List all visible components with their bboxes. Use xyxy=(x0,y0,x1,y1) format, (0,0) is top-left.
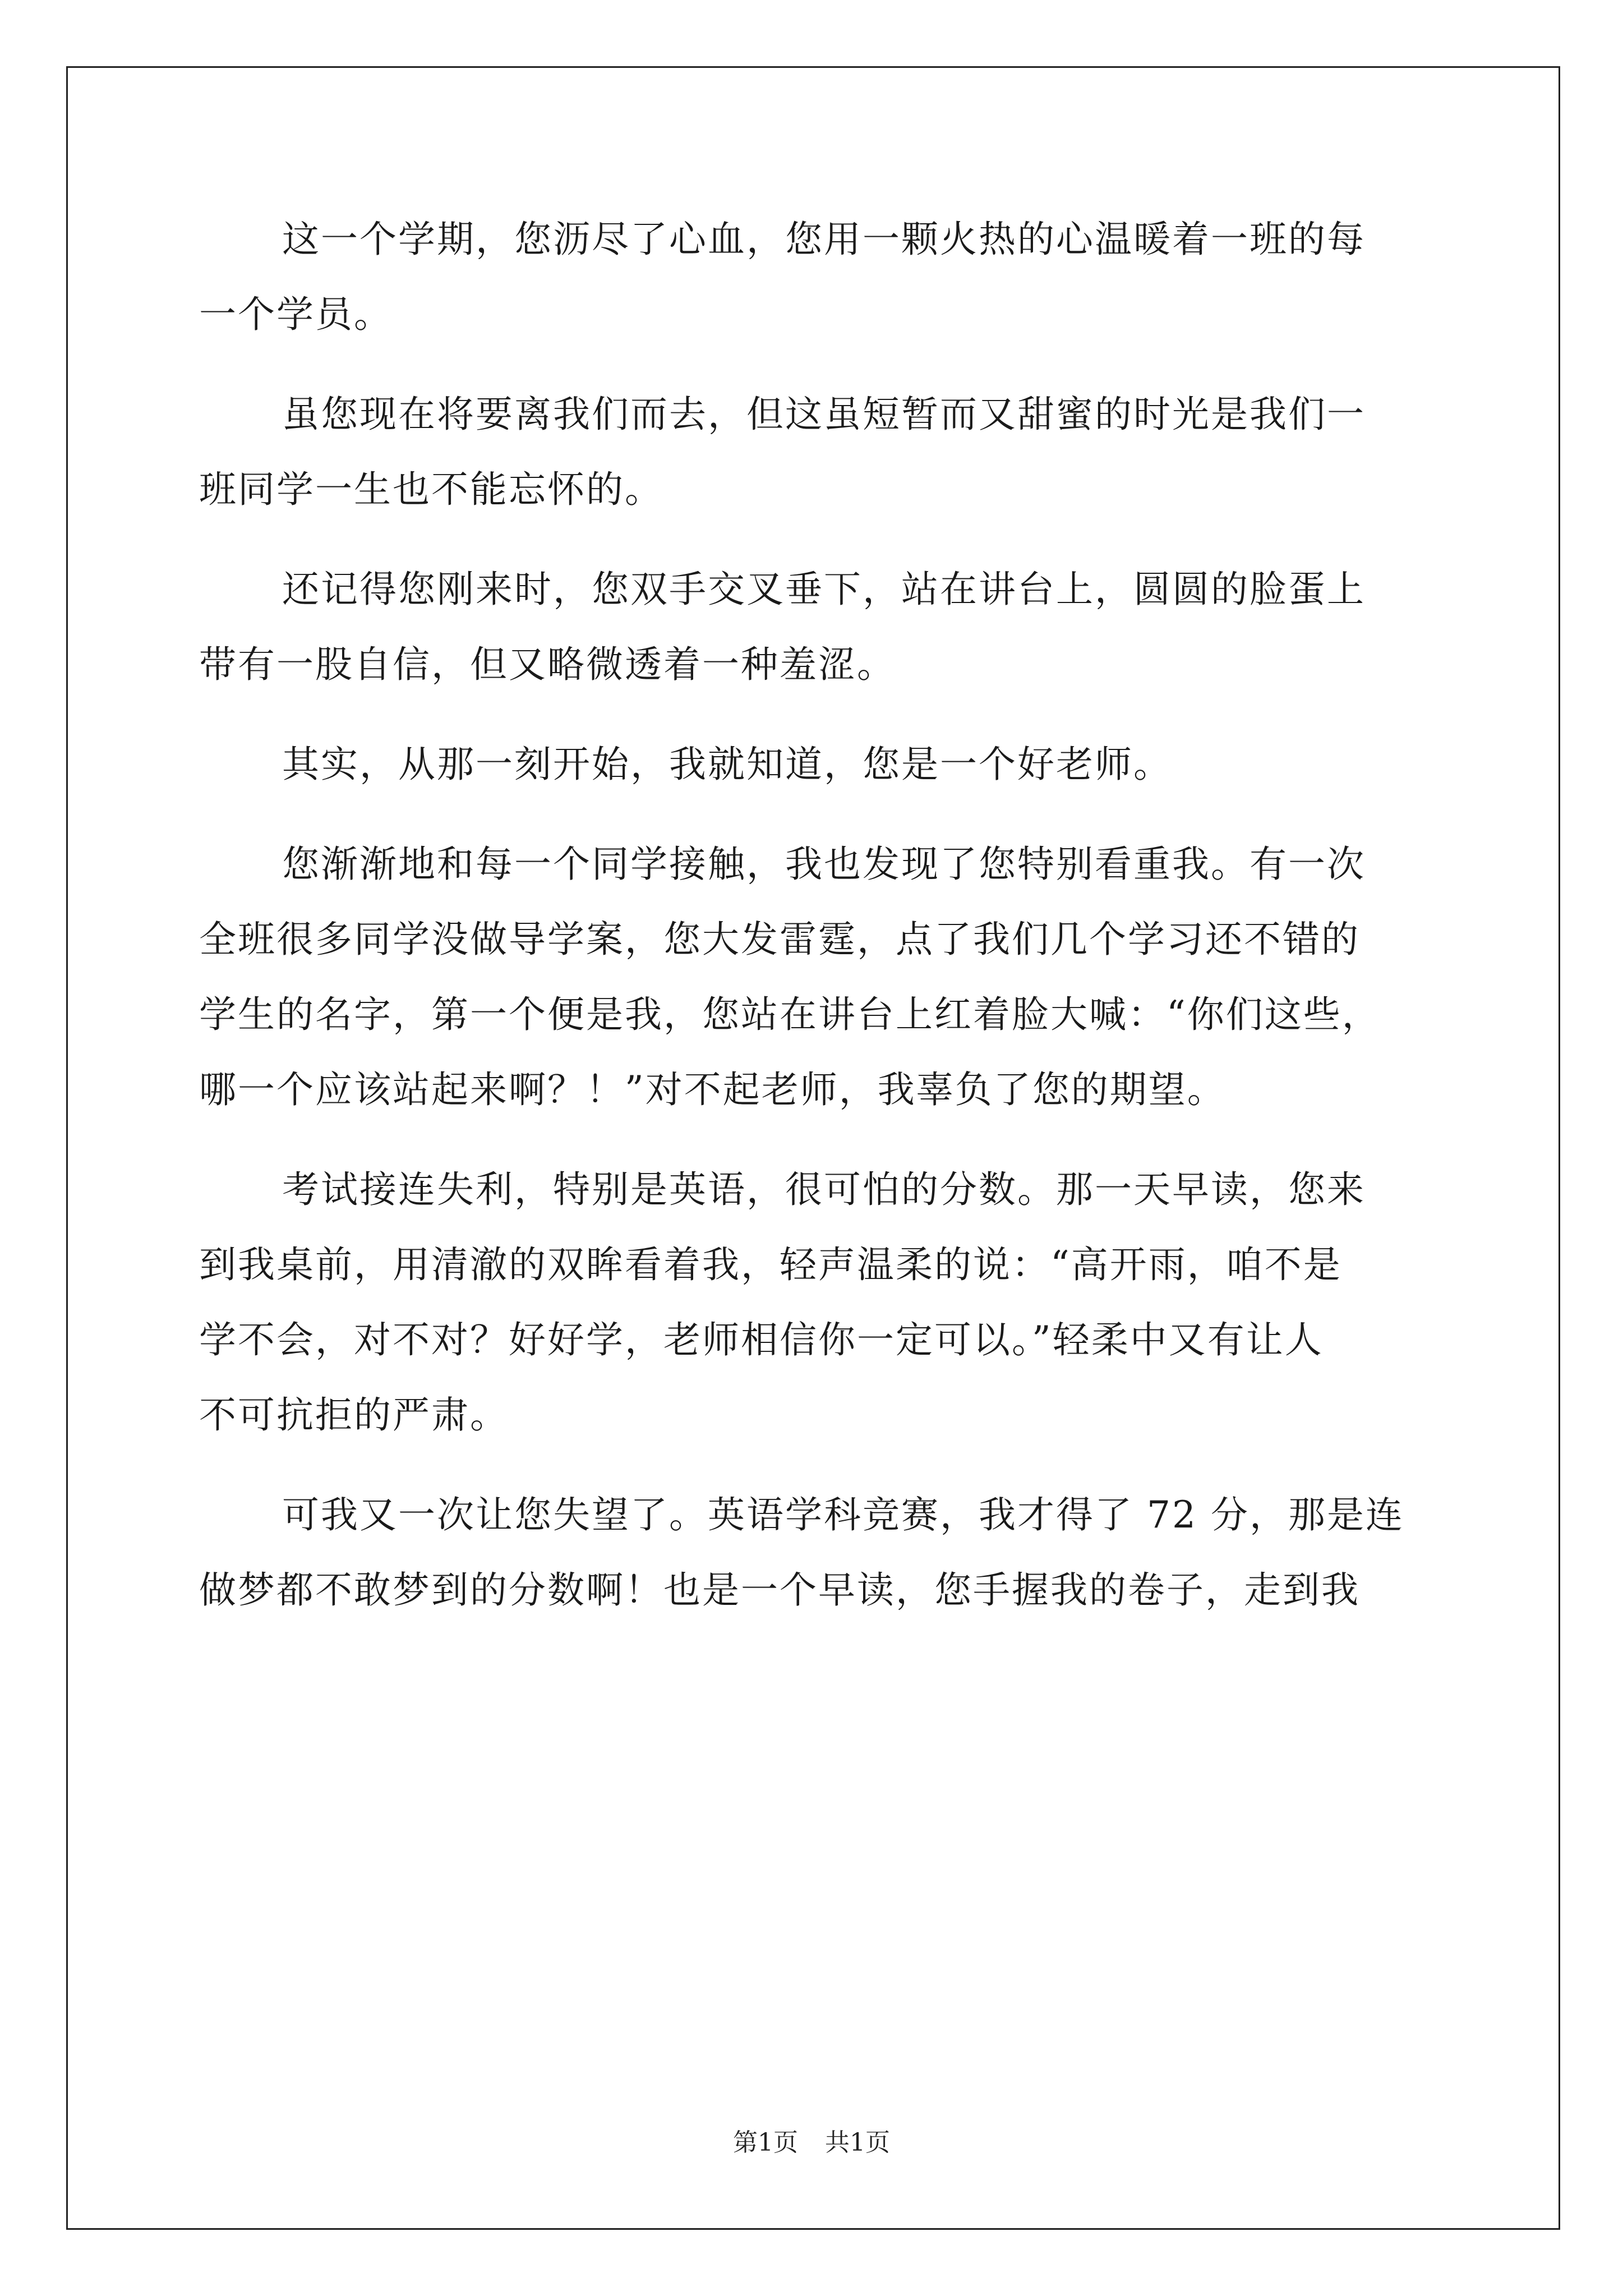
text-line: 全班很多同学没做导学案，您大发雷霆，点了我们几个学习还不错的 xyxy=(199,918,1360,961)
text-line: 一个学员。 xyxy=(199,293,393,336)
text-line: 做梦都不敢梦到的分数啊！也是一个早读，您手握我的卷子，走到我 xyxy=(199,1568,1360,1612)
paragraph xyxy=(199,727,1427,802)
text-line: 还记得您刚来时，您双手交叉垂下，站在讲台上，圆圆的脸蛋上 xyxy=(282,568,1366,611)
text-line: 其实，从那一刻开始，我就知道，您是一个好老师。 xyxy=(282,743,1172,786)
text-line: 不可抗拒的严肃。 xyxy=(199,1393,509,1437)
text-line: 可我又一次让您失望了。英语学科竞赛，我才得了 72 分，那是连 xyxy=(282,1493,1404,1536)
text-line: 这一个学期，您沥尽了心血，您用一颗火热的心温暖着一班的每 xyxy=(282,218,1366,261)
paragraph xyxy=(199,1478,1427,1628)
text-line: 到我桌前，用清澈的双眸看着我，轻声温柔的说：“高开雨，咱不是 xyxy=(199,1243,1342,1286)
paragraph xyxy=(199,202,1427,352)
paragraph xyxy=(199,1152,1427,1453)
document-body xyxy=(199,202,1427,1653)
text-line: 带有一股自信，但又略微透着一种羞涩。 xyxy=(199,643,896,686)
text-line: 学生的名字，第一个便是我，您站在讲台上红着脸大喊：“你们这些， xyxy=(199,993,1381,1036)
paragraph xyxy=(199,377,1427,527)
text-line: 虽您现在将要离我们而去，但这虽短暂而又甜蜜的时光是我们一 xyxy=(282,393,1366,436)
text-line: 班同学一生也不能忘怀的。 xyxy=(199,468,663,511)
page-footer xyxy=(0,2126,1623,2160)
page-number-current: 第1页 xyxy=(733,2128,798,2157)
text-line: 您渐渐地和每一个同学接触，我也发现了您特别看重我。有一次 xyxy=(282,843,1366,886)
page-number-total: 共1页 xyxy=(825,2128,890,2157)
text-line: 哪一个应该站起来啊？！”对不起老师，我辜负了您的期望。 xyxy=(199,1068,1226,1111)
paragraph xyxy=(199,827,1427,1128)
paragraph xyxy=(199,552,1427,702)
text-line: 考试接连失利，特别是英语，很可怕的分数。那一天早读，您来 xyxy=(282,1168,1366,1211)
text-line: 学不会，对不对？好好学，老师相信你一定可以。”轻柔中又有让人 xyxy=(199,1318,1324,1361)
